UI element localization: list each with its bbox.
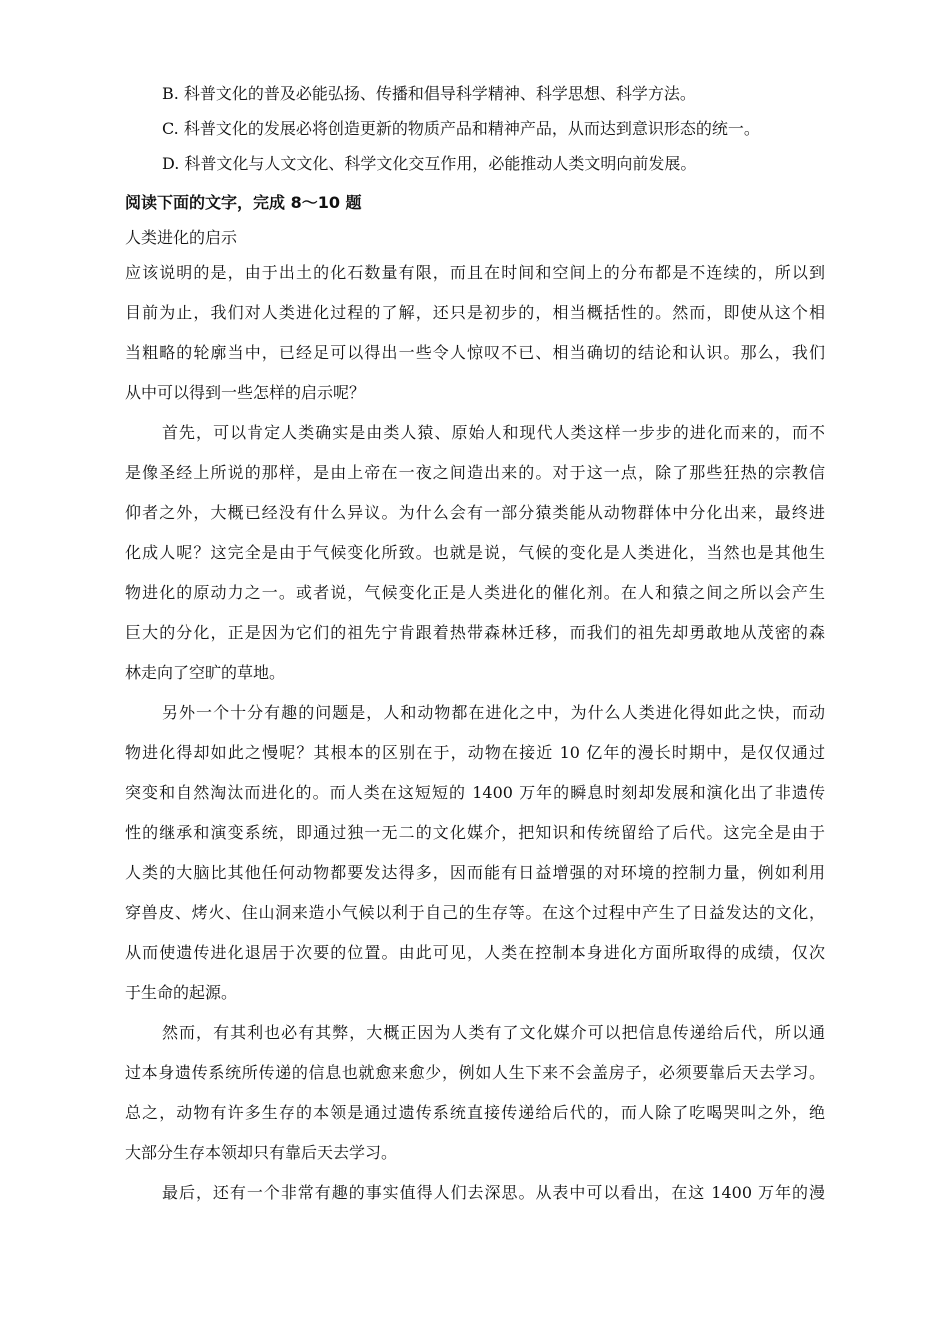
paragraph-line: 然而，有其利也必有其弊，大概正因为人类有了文化媒介可以把信息传递给后代，所以通 <box>162 1023 825 1042</box>
paragraph-line: 于生命的起源。 <box>125 983 238 1002</box>
paragraph-line: 穿兽皮、烤火、住山洞来造小气候以利于自己的生存等。在这个过程中产生了日益发达的文化， <box>125 903 825 922</box>
paragraph-line: 另外一个十分有趣的问题是，人和动物都在进化之中，为什么人类进化得如此之快，而动 <box>162 703 825 722</box>
paragraph-line: 当粗略的轮廓当中，已经足可以得出一些令人惊叹不已、相当确切的结论和认识。那么，我们 <box>125 343 825 362</box>
paragraph-line: 化成人呢？这完全是由于气候变化所致。也就是说，气候的变化是人类进化，当然也是其他生 <box>125 543 825 562</box>
paragraph-line: 突变和自然淘汰而进化的。而人类在这短短的 1400 万年的瞬息时刻却发展和演化出了非遗传 <box>125 783 825 802</box>
paragraph-line: 总之，动物有许多生存的本领是通过遗传系统直接传递给后代的，而人除了吃喝哭叫之外，绝 <box>125 1103 825 1122</box>
option-b: B. 科普文化的普及必能弘扬、传播和倡导科学精神、科学思想、科学方法。 <box>162 84 696 103</box>
paragraph-line: 林走向了空旷的草地。 <box>125 663 286 682</box>
option-d: D. 科普文化与人文文化、科学文化交互作用，必能推动人类文明向前发展。 <box>162 154 697 173</box>
paragraph-line: 性的继承和演变系统，即通过独一无二的文化媒介，把知识和传统留给了后代。这完全是由于 <box>125 823 825 842</box>
paragraph-line: 大部分生存本领却只有靠后天去学习。 <box>125 1143 398 1162</box>
paragraph-line: 目前为止，我们对人类进化过程的了解，还只是初步的，相当概括性的。然而，即使从这个相 <box>125 303 825 322</box>
paragraph-line: 是像圣经上所说的那样，是由上帝在一夜之间造出来的。对于这一点，除了那些狂热的宗教信 <box>125 463 825 482</box>
paragraph-line: 物进化得却如此之慢呢？其根本的区别在于，动物在接近 10 亿年的漫长时期中，是仅仅通过 <box>125 743 825 762</box>
paragraph-line: 仰者之外，大概已经没有什么异议。为什么会有一部分猿类能从动物群体中分化出来，最终进 <box>125 503 825 522</box>
paragraph-line: 人类的大脑比其他任何动物都要发达得多，因而能有日益增强的对环境的控制力量，例如利用 <box>125 863 825 882</box>
paragraph-line: 巨大的分化，正是因为它们的祖先宁肯跟着热带森林迁移，而我们的祖先却勇敢地从茂密的森 <box>125 623 825 642</box>
paragraph-line: 从而使遗传进化退居于次要的位置。由此可见，人类在控制本身进化方面所取得的成绩，仅次 <box>125 943 825 962</box>
section-instruction: 阅读下面的文字，完成 8～10 题 <box>125 193 362 212</box>
paragraph-line: 过本身遗传系统所传递的信息也就愈来愈少，例如人生下来不会盖房子，必须要靠后天去学习。 <box>125 1063 825 1082</box>
article-title: 人类进化的启示 <box>125 228 238 247</box>
paragraph-line: 应该说明的是，由于出土的化石数量有限，而且在时间和空间上的分布都是不连续的，所以到 <box>125 263 825 282</box>
paragraph-line: 从中可以得到一些怎样的启示呢？ <box>125 383 366 402</box>
paragraph-line: 物进化的原动力之一。或者说，气候变化正是人类进化的催化剂。在人和猿之间之所以会产生 <box>125 583 825 602</box>
paragraph-line: 最后，还有一个非常有趣的事实值得人们去深思。从表中可以看出，在这 1400 万年的漫 <box>162 1183 825 1202</box>
option-c: C. 科普文化的发展必将创造更新的物质产品和精神产品，从而达到意识形态的统一。 <box>162 119 760 138</box>
paragraph-line: 首先，可以肯定人类确实是由类人猿、原始人和现代人类这样一步步的进化而来的，而不 <box>162 423 825 442</box>
